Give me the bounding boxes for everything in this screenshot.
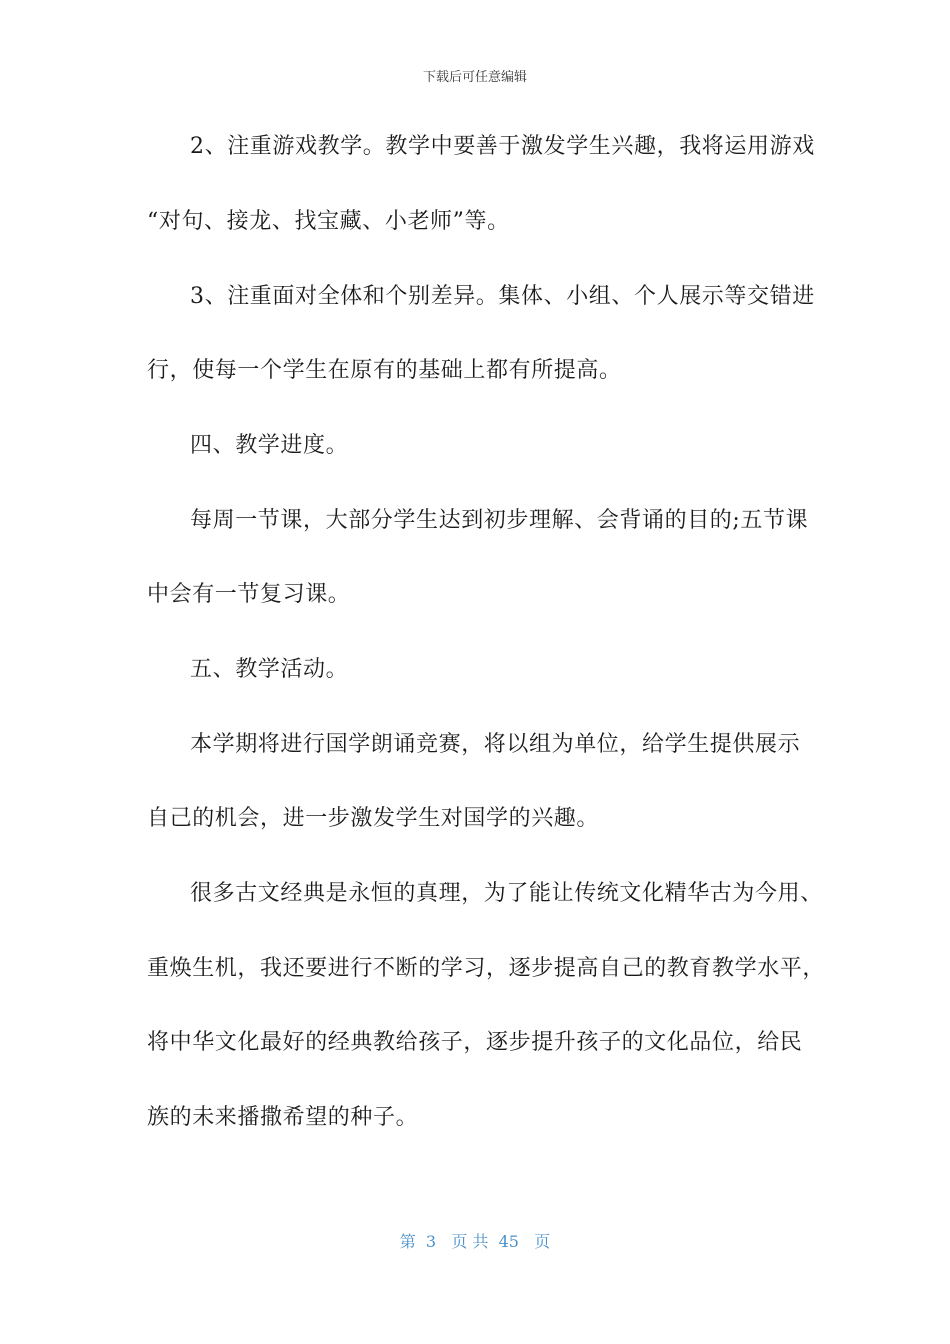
paragraph-line: 本学期将进行国学朗诵竞赛，将以组为单位，给学生提供展示: [190, 732, 801, 757]
paragraph-line: 3、注重面对全体和个别差异。集体、小组、个人展示等交错进: [190, 284, 815, 309]
paragraph-line: 行，使每一个学生在原有的基础上都有所提高。: [147, 358, 622, 383]
paragraph-line: 很多古文经典是永恒的真理，为了能让传统文化精华古为今用、: [190, 881, 823, 906]
section-heading: 五、教学活动。: [190, 657, 349, 682]
paragraph-line: 2、注重游戏教学。教学中要善于激发学生兴趣，我将运用游戏: [190, 134, 815, 159]
paragraph-line: 将中华文化最好的经典教给孩子，逐步提升孩子的文化品位，给民: [147, 1030, 803, 1055]
paragraph-line: 中会有一节复习课。: [147, 582, 351, 607]
paragraph-line: 族的未来播撒希望的种子。: [147, 1105, 419, 1130]
download-note: 下载后可任意编辑: [422, 70, 527, 85]
paragraph-line: “对句、接龙、找宝藏、小老师”等。: [147, 209, 510, 234]
section-heading: 四、教学进度。: [190, 433, 349, 458]
paragraph-line: 自己的机会，进一步激发学生对国学的兴趣。: [147, 806, 600, 831]
paragraph-line: 重焕生机，我还要进行不断的学习，逐步提高自己的教育教学水平，: [147, 956, 826, 981]
paragraph-line: 每周一节课，大部分学生达到初步理解、会背诵的目的;五节课: [190, 508, 809, 533]
page-number: 第 3 页 共 45 页: [399, 1232, 551, 1251]
